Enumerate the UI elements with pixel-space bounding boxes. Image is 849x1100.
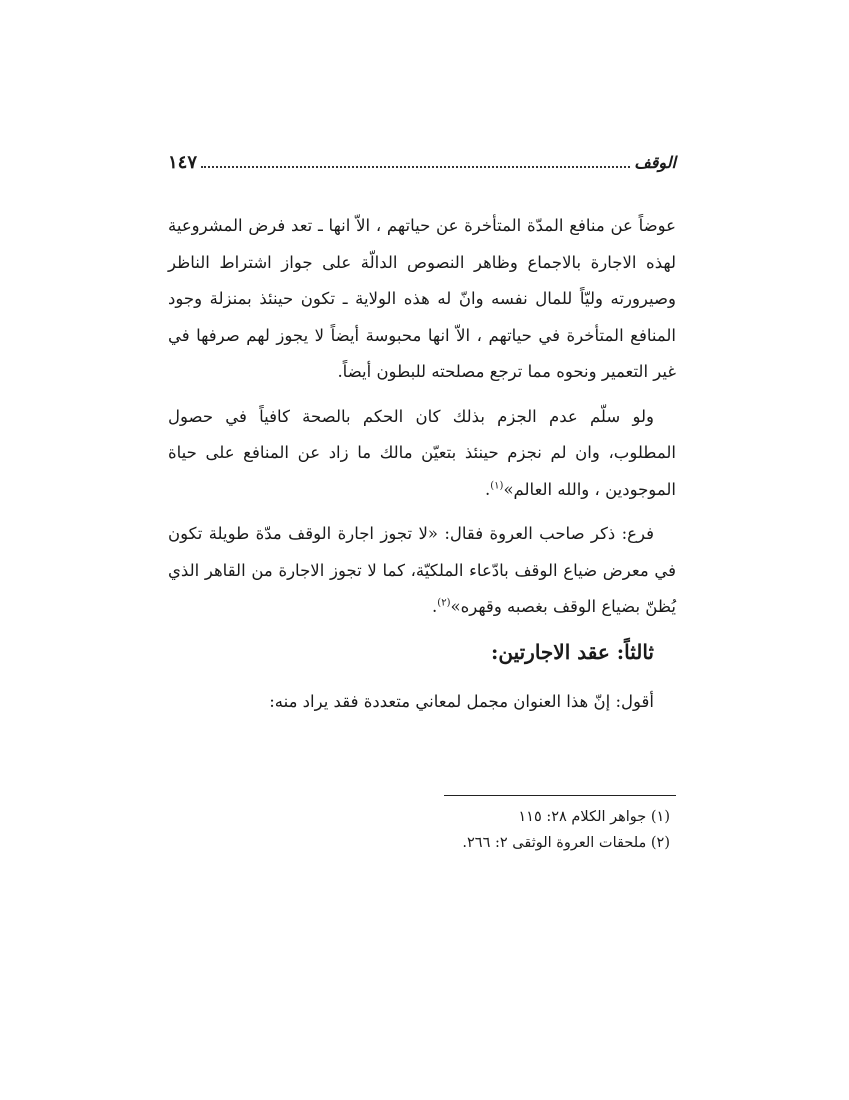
paragraph-2-text: ولو سلّم عدم الجزم بذلك كان الحكم بالصحة كافياً في حصول المطلوب، وان لم نجزم حينئذ بتعيّن مالك ما زاد عن المنافع على حياة الموجودين ، والله العالم» <box>168 406 676 499</box>
paragraph-2-end: . <box>485 479 491 499</box>
footnote-2: (٢) ملحقات العروة الوثقى ٢: ٢٦٦. <box>462 835 670 851</box>
body-text <box>168 208 676 728</box>
paragraph-4: أقول: إنّ هذا العنوان مجمل لمعاني متعددة فقد يراد منه: <box>269 691 654 711</box>
footnote-ref-2: (٢) <box>437 597 451 609</box>
paragraph-3-end: . <box>432 597 438 616</box>
paragraph-3-text: فرع: ذكر صاحب العروة فقال: «لا تجوز اجارة الوقف مدّة طويلة تكون في معرض ضياع الوقف بادّعاء الملكيّة، كما لا تجوز الاجارة من القاهر الذي يُظنّ بضياع الوقف بغصبه وقهره» <box>168 524 676 616</box>
footnote-1: (١) جواهر الكلام ٢٨: ١١٥ <box>518 809 670 825</box>
paragraph-3 <box>168 516 676 626</box>
paragraph-1: عوضاً عن منافع المدّة المتأخرة عن حياتهم ، الاّ انها ـ تعد فرض المشروعية لهذه الاجارة بالاجماع وظاهر النصوص الدالّة على جواز اشتراط الناظر وصيرورته وليّاً للمال نفسه وانّ له هذه الولاية ـ تكون حينئذ بمنزلة وجود المنافع المتأخرة في حياتهم ، الاّ انها محبوسة أيضاً لا يجوز لهم صرفها في غير التعمير ونحوه مما ترجع مصلحته للبطون أيضاً. <box>168 216 676 381</box>
footnotes <box>300 804 676 856</box>
footnote-divider <box>444 795 676 796</box>
footnote-ref-1: (١) <box>490 480 504 491</box>
paragraph-2 <box>168 399 676 509</box>
dot-leader <box>201 152 630 168</box>
running-title: الوقف <box>634 153 676 172</box>
section-heading: ثالثاً: عقد الاجارتين: <box>490 639 654 664</box>
page-number: ١٤٧ <box>168 152 198 173</box>
page-header <box>168 152 676 182</box>
